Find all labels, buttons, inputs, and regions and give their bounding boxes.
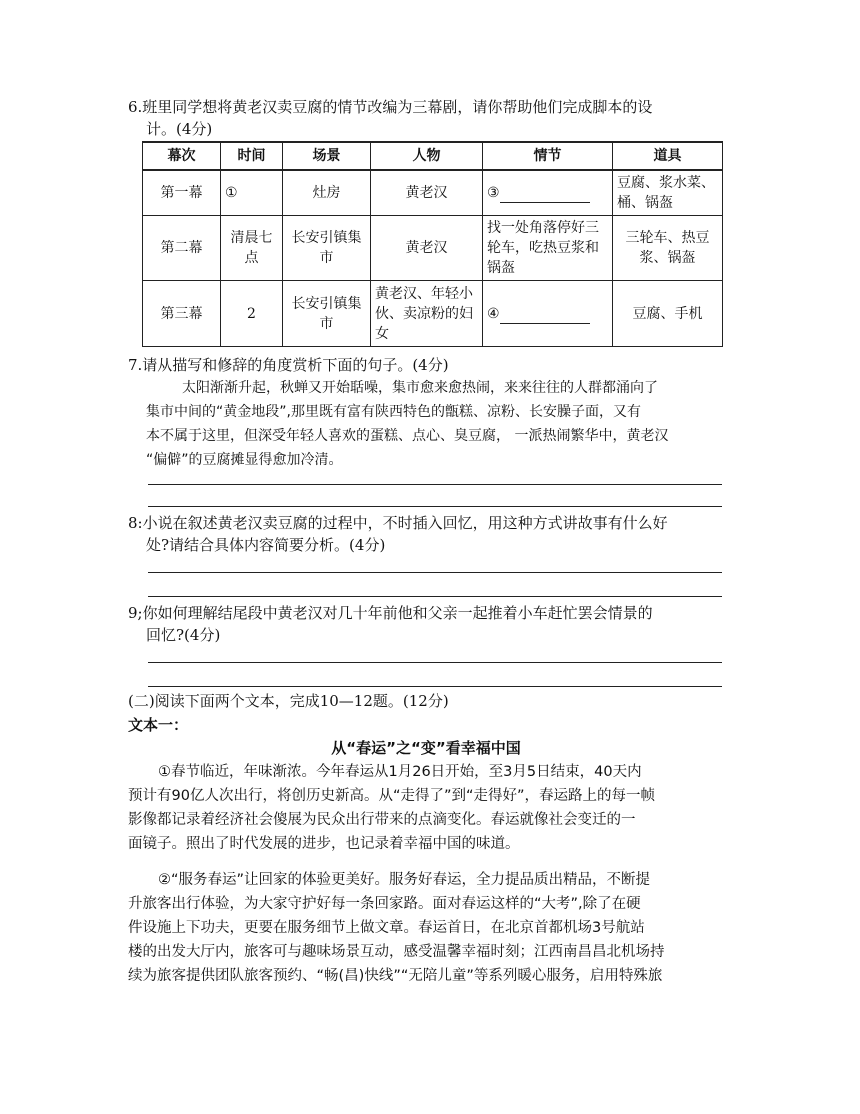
- article-paragraph-line: ②“服务春运”让回家的体验更美好。服务好春运，全力提品质出精品，不断提: [158, 872, 651, 888]
- article-title: 从“春运”之“变”看幸福中国: [331, 739, 521, 757]
- cell-plot-blank[interactable]: [483, 281, 613, 347]
- blank-marker: ③: [487, 185, 500, 201]
- answer-line[interactable]: [148, 662, 722, 663]
- cell-props: 豆腐、浆水菜、桶、锅盔: [613, 170, 723, 216]
- header-scene: 场景: [283, 142, 371, 170]
- table-header-row: [143, 142, 723, 170]
- question-7-title: 7.请从描写和修辞的角度赏析下面的句子。(4分): [128, 356, 449, 374]
- header-props: 道具: [613, 142, 723, 170]
- cell-props: 三轮车、热豆浆、锅盔: [613, 216, 723, 281]
- q7-passage-line: “偏僻”的豆腐摊显得愈加冷清。: [146, 452, 343, 468]
- section-2-intro: (二)阅读下面两个文本，完成10—12题。(12分): [128, 692, 449, 710]
- article-paragraph-line: ①春节临近，年味渐浓。今年春运从1月26日开始，至3月5日结束，40天内: [158, 764, 642, 780]
- question-9-line2: 回忆?(4分): [146, 626, 221, 644]
- script-table: [142, 141, 723, 347]
- cell-act: 第三幕: [143, 281, 221, 347]
- cell-people: 黄老汉、年轻小伙、卖凉粉的妇女: [371, 281, 483, 347]
- cell-act: 第二幕: [143, 216, 221, 281]
- table-row: [143, 170, 723, 216]
- cell-time: 2: [221, 281, 283, 347]
- question-8-line2: 处?请结合具体内容简要分析。(4分): [146, 536, 386, 554]
- q7-passage-line: 本不属于这里，但深受年轻人喜欢的蛋糕、点心、臭豆腐， 一派热闹繁华中，黄老汉: [146, 428, 669, 444]
- cell-scene: 长安引镇集市: [283, 281, 371, 347]
- q7-passage-line: 集市中间的“黄金地段”,那里既有富有陕西特色的甑糕、凉粉、长安臊子面，又有: [146, 404, 641, 420]
- cell-props: 豆腐、手机: [613, 281, 723, 347]
- q7-passage-line: 太阳渐渐升起，秋蝉又开始聒噪，集市愈来愈热闹，来来往往的人群都涌向了: [182, 380, 658, 396]
- blank-marker: ④: [487, 305, 500, 322]
- header-time: 时间: [221, 142, 283, 170]
- cell-scene: 灶房: [283, 170, 371, 216]
- cell-time: 清晨七点: [221, 216, 283, 281]
- text-1-label: 文本一：: [128, 716, 189, 734]
- article-paragraph-line: 面镜子。照出了时代发展的进步，也记录着幸福中国的味道。: [128, 836, 520, 852]
- table-row: [143, 281, 723, 347]
- header-plot: 情节: [483, 142, 613, 170]
- table-row: [143, 216, 723, 281]
- question-9-line1: 9;你如何理解结尾段中黄老汉对几十年前他和父亲一起推着小车赶忙罢会情景的: [128, 604, 653, 622]
- question-6-line1: 6.班里同学想将黄老汉卖豆腐的情节改编为三幕剧，请你帮助他们完成脚本的设: [128, 98, 653, 116]
- cell-scene: 长安引镇集市: [283, 216, 371, 281]
- cell-people: 黄老汉: [371, 170, 483, 216]
- header-people: 人物: [371, 142, 483, 170]
- answer-line[interactable]: [148, 572, 722, 573]
- article-paragraph-line: 楼的出发大厅内，旅客可与趣味场景互动，感受温馨幸福时刻；江西南昌昌北机场持: [128, 944, 665, 960]
- answer-line[interactable]: [148, 506, 722, 507]
- question-8-line1: 8:小说在叙述黄老汉卖豆腐的过程中，不时插入回忆，用这种方式讲故事有什么好: [128, 514, 668, 532]
- answer-blank[interactable]: [500, 309, 590, 324]
- cell-plot: 找一处角落停好三轮车，吃热豆浆和锅盔: [483, 216, 613, 281]
- answer-blank[interactable]: [500, 188, 590, 203]
- article-paragraph-line: 续为旅客提供团队旅客预约、“畅(昌)快线”“无陪儿童”等系列暖心服务，启用特殊旅: [128, 968, 663, 984]
- article-paragraph-line: 升旅客出行体验，为大家守护好每一条回家路。面对春运这样的“大考”,除了在硬: [128, 896, 641, 912]
- cell-plot-blank[interactable]: [483, 170, 613, 216]
- question-6-line2: 计。(4分): [146, 120, 213, 138]
- answer-line[interactable]: [148, 686, 722, 687]
- cell-act: 第一幕: [143, 170, 221, 216]
- cell-time: ①: [221, 170, 283, 216]
- header-act: 幕次: [143, 142, 221, 170]
- article-paragraph-line: 影像都记录着经济社会傻展为民众出行带来的点滴变化。春运就像社会变迁的一: [128, 812, 636, 828]
- cell-people: 黄老汉: [371, 216, 483, 281]
- article-paragraph-line: 预计有90亿人次出行，将创历史新高。从“走得了”到“走得好”，春运路上的每一帧: [128, 788, 655, 804]
- article-paragraph-line: 件设施上下功夫，更要在服务细节上做文章。春运首日，在北京首都机场3号航站: [128, 920, 645, 936]
- answer-line[interactable]: [148, 596, 722, 597]
- answer-line[interactable]: [148, 484, 722, 485]
